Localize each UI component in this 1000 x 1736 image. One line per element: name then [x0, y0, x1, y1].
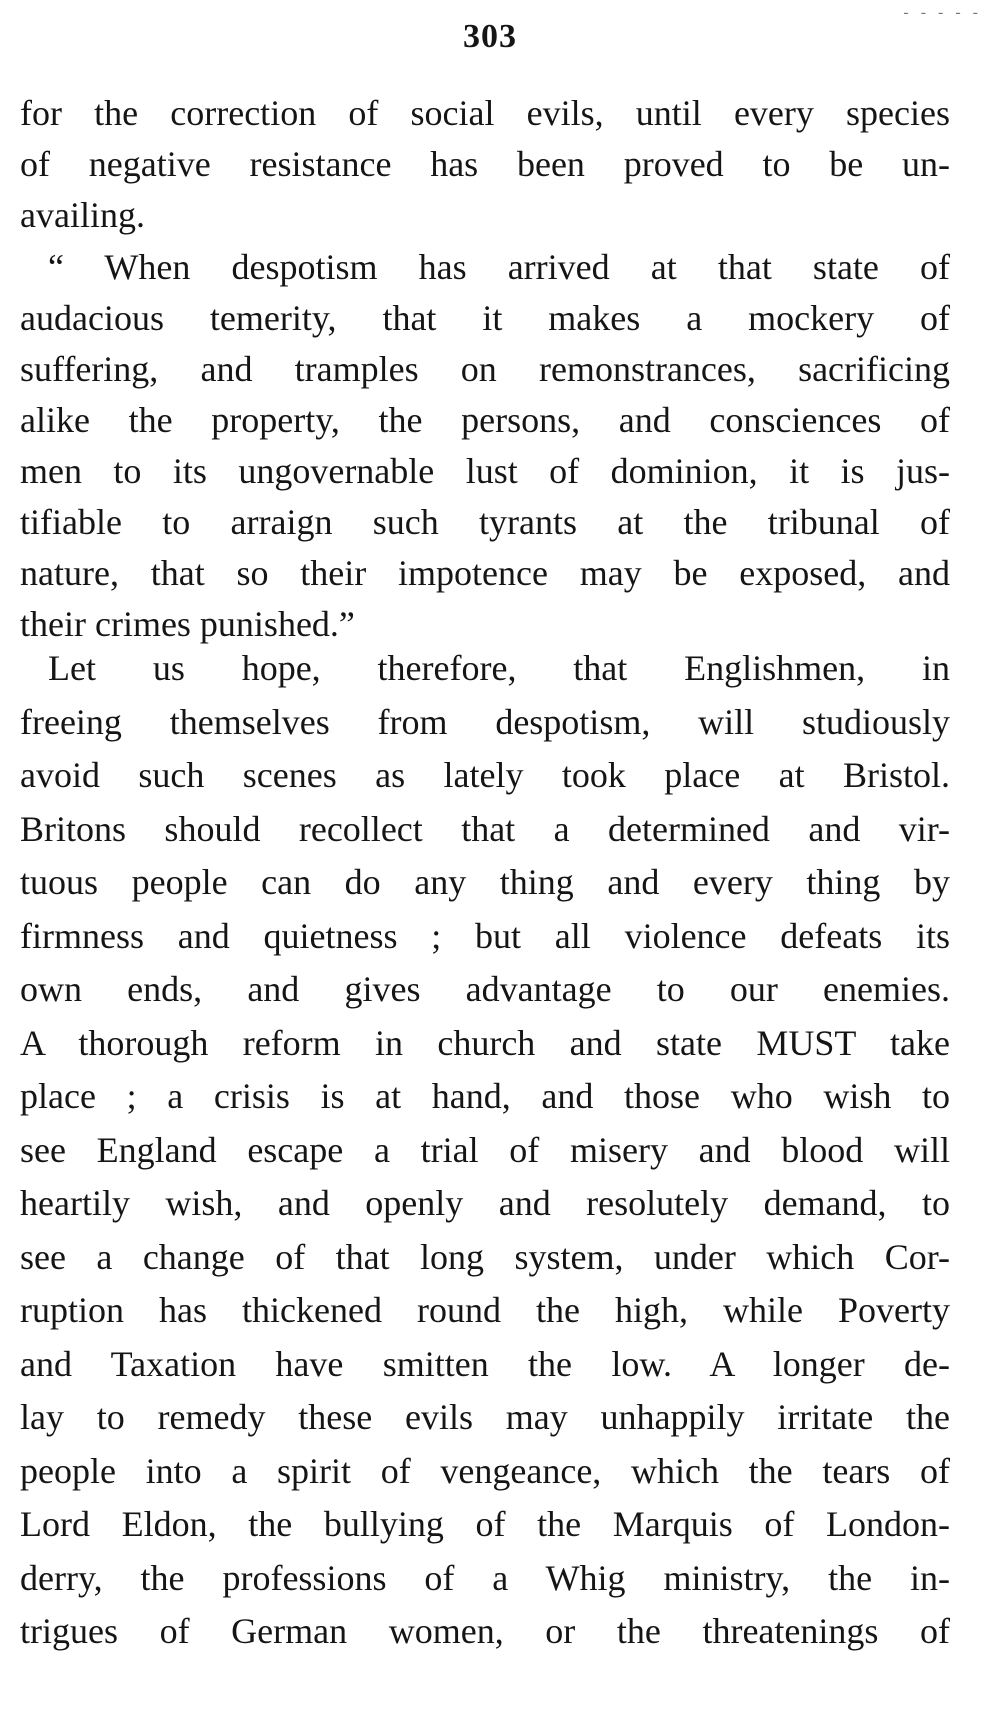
text-line: avoid such scenes as lately took place at Bristol. [20, 755, 950, 795]
text-line: place ; a crisis is at hand, and those who wish to [20, 1076, 950, 1116]
text-line: availing. [20, 195, 145, 235]
text-line: nature, that so their impotence may be exposed, and [20, 553, 950, 593]
text-line: alike the property, the persons, and consciences of [20, 400, 950, 440]
text-line: tifiable to arraign such tyrants at the tribunal of [20, 502, 950, 542]
text-line: people into a spirit of vengeance, which the tears of [20, 1450, 950, 1491]
corner-mark: - - - - - [903, 4, 982, 21]
text-line: suffering, and tramples on remonstrances, sacrificing [20, 349, 950, 389]
text-line: heartily wish, and openly and resolutely demand, to [20, 1183, 950, 1223]
text-line: men to its ungovernable lust of dominion, it is jus- [20, 451, 950, 491]
paragraph-3 [20, 642, 950, 1659]
text-line: tuous people can do any thing and every thing by [20, 862, 950, 902]
text-line: A thorough reform in church and state MUST take [20, 1022, 950, 1063]
text-line: see a change of that long system, under which Cor- [20, 1236, 950, 1277]
paragraph-2-quotation [20, 242, 950, 650]
text-line: and Taxation have smitten the low. A longer de- [20, 1343, 950, 1384]
text-line: of negative resistance has been proved to be un- [20, 144, 950, 184]
text-line: firmness and quietness ; but all violence defeats its [20, 915, 950, 956]
text-line: own ends, and gives advantage to our enemies. [20, 969, 950, 1009]
text-line: freeing themselves from despotism, will studiously [20, 701, 950, 742]
text-line: Lord Eldon, the bullying of the Marquis of London- [20, 1504, 950, 1544]
text-line: Let us hope, therefore, that Englishmen, in [48, 648, 950, 688]
text-line: lay to remedy these evils may unhappily irritate the [20, 1397, 950, 1437]
page-number: 303 [463, 18, 517, 55]
text-line: derry, the professions of a Whig ministry, the in- [20, 1557, 950, 1598]
text-line: “ When despotism has arrived at that state of [48, 247, 950, 287]
paragraph-1 [20, 88, 950, 241]
text-line: ruption has thickened round the high, while Poverty [20, 1290, 950, 1330]
text-line: audacious temerity, that it makes a mockery of [20, 298, 950, 338]
text-line: trigues of German women, or the threatenings of [20, 1611, 950, 1651]
text-line: see England escape a trial of misery and blood will [20, 1129, 950, 1170]
text-line: Britons should recollect that a determined and vir- [20, 808, 950, 849]
text-line: their crimes punished.” [20, 604, 355, 644]
text-line: for the correction of social evils, until every species [20, 93, 950, 133]
